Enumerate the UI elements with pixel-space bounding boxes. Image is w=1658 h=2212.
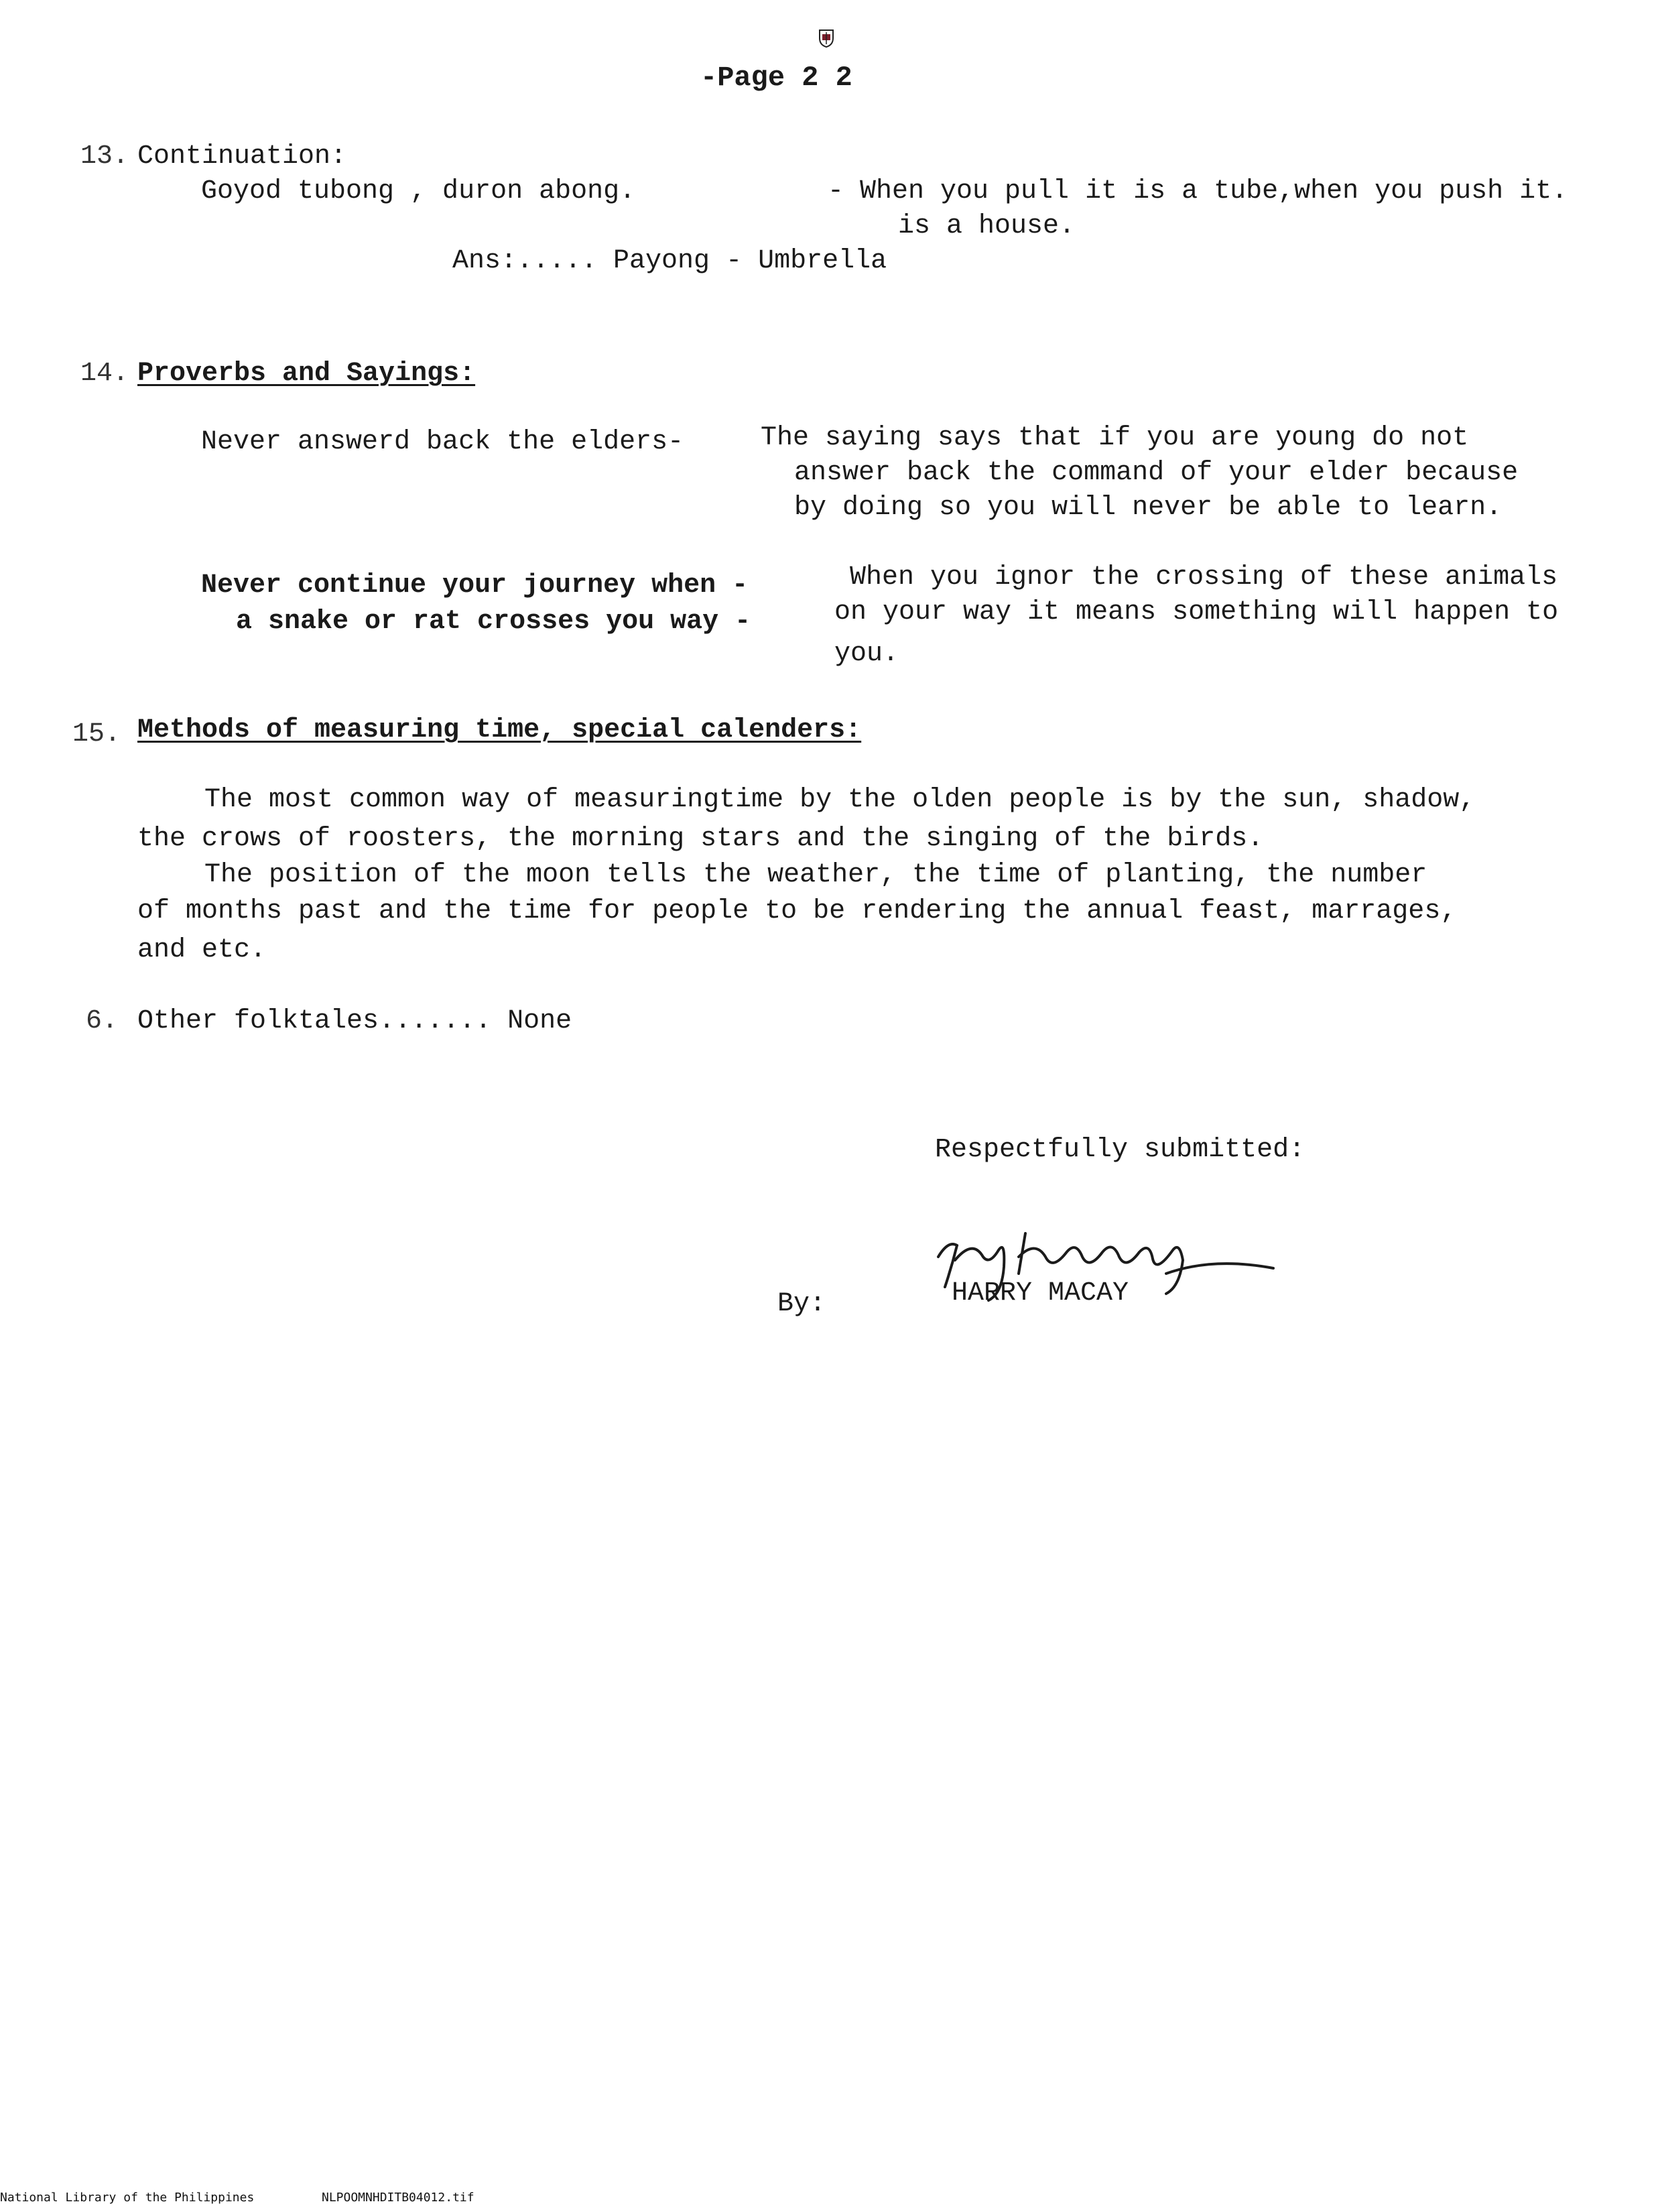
section-14-title: Proverbs and Sayings: [137,359,476,389]
section-13-number: 13. [80,141,129,172]
proverb-2-meaning-line-2: on your way it means something will happen to [834,597,1559,627]
para-1-line-1: The most common way of measuringtime by the olden people is by the sun, shadow, [204,785,1476,815]
riddle-answer: Ans:..... Payong - Umbrella [452,246,887,276]
para-2-line-2: of months past and the time for people to be rendering the annual feast, marrages, [137,896,1457,926]
riddle-meaning-line-2: is a house. [898,211,1076,241]
seal-icon [818,28,835,48]
para-2-line-1: The position of the moon tells the weather, the time of planting, the number [204,860,1427,890]
proverb-2-meaning-line-1: When you ignor the crossing of these animals [850,562,1558,593]
section-15-title: Methods of measuring time, special calenders: [137,715,862,745]
proverb-2-left-line-2: a snake or rat crosses you way - [236,607,751,637]
page-label: -Page 2 2 [700,62,852,94]
section-16-number: 6. [86,1006,119,1036]
footer-filename: NLPOOMNHDITB04012.tif [322,2191,474,2205]
footer-library: National Library of the Philippines [0,2191,255,2205]
proverb-2-left-line-1: Never continue your journey when - [201,570,749,601]
section-13-title: Continuation: [137,141,347,172]
para-1-line-2: the crows of roosters, the morning stars and the singing of the birds. [137,824,1264,854]
other-folktales-line: Other folktales....... None [137,1006,572,1036]
riddle-text: Goyod tubong , duron abong. [201,176,636,206]
section-14-number: 14. [80,359,129,389]
signatory-name: HARRY MACAY [952,1278,1129,1308]
proverb-2-meaning-line-3: you. [834,639,899,669]
by-label: By: [777,1289,826,1319]
proverb-1-meaning-line-1: The saying says that if you are young do not [761,423,1469,453]
proverb-1-left: Never answerd back the elders- [201,427,684,457]
section-15-number: 15. [72,719,121,749]
riddle-meaning-line-1: - When you pull it is a tube,when you push it. [828,176,1568,206]
respectfully-submitted: Respectfully submitted: [935,1135,1305,1165]
proverb-1-meaning-line-3: by doing so you will never be able to learn. [794,493,1503,523]
para-2-line-3: and etc. [137,935,267,965]
proverb-1-meaning-line-2: answer back the command of your elder because [794,458,1519,488]
